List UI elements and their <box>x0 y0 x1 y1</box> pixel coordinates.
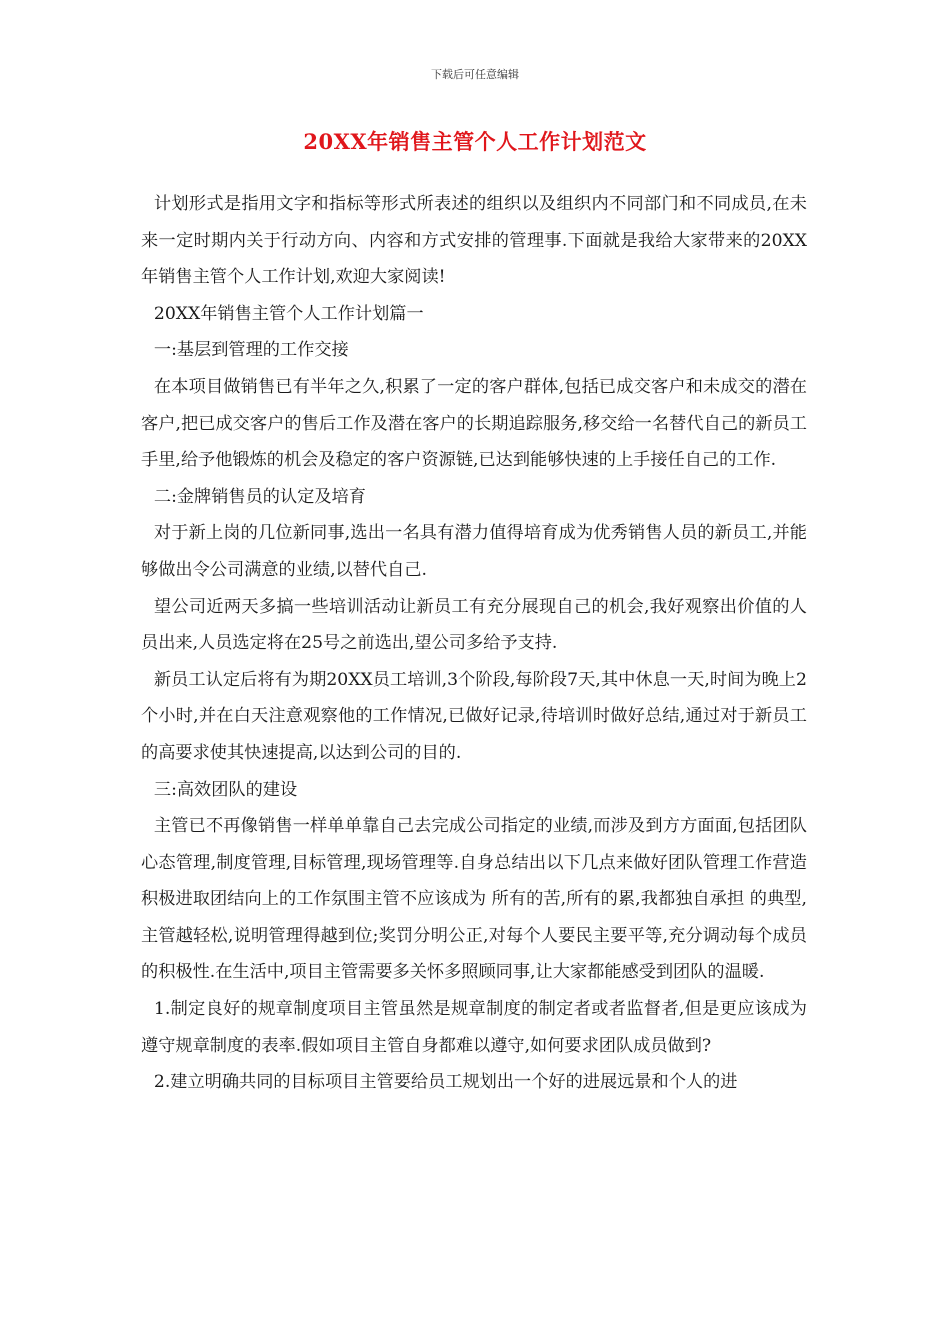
paragraph-team-management: 主管已不再像销售一样单单靠自己去完成公司指定的业绩,而涉及到方方面面,包括团队心态管理,制度管理,目标管理,现场管理等.自身总结出以下几点来做好团队管理工作营造积极进取团结向上的工作氛围主管不应该成为 所有的苦,所有的累,我都独自承担 的典型,主管越轻松,说明管理得越到位;奖罚分明公正,对每个人要民主要平等,充分调动每个成员的积极性.在生活中,项目主管需要多关怀多照顾同事,让大家都能感受到团队的温暖. <box>141 816 807 983</box>
section-heading-part-one: 20XX年销售主管个人工作计划篇一 <box>153 303 424 324</box>
subheading-team-building: 三:高效团队的建设 <box>153 779 298 800</box>
paragraph-training-schedule: 新员工认定后将有为期20XX员工培训,3个阶段,每阶段7天,其中休息一天,时间为晚上2个小时,并在白天注意观察他的工作情况,已做好记录,待培训时做好总结,通过对于新员工的高要求使其快速提高,以达到公司的目的. <box>141 669 807 763</box>
document-title: 20XX年销售主管个人工作计划范文 <box>303 129 647 154</box>
paragraph-handover: 在本项目做销售已有半年之久,积累了一定的客户群体,包括已成交客户和未成交的潜在客户,把已成交客户的售后工作及潜在客户的长期追踪服务,移交给一名替代自己的新员工手里,给予他锻炼的机会及稳定的客户资源链,已达到能够快速的上手接任自己的工作. <box>141 376 807 471</box>
paragraph-training-request: 望公司近两天多搞一些培训活动让新员工有充分展现自己的机会,我好观察出价值的人员出来,人员选定将在25号之前选出,望公司多给予支持. <box>141 596 807 654</box>
header-note: 下载后可任意编辑 <box>431 68 519 81</box>
paragraph-intro: 计划形式是指用文字和指标等形式所表述的组织以及组织内不同部门和不同成员,在未来一定时期内关于行动方向、内容和方式安排的管理事.下面就是我给大家带来的20XX年销售主管个人工作计划,欢迎大家阅读! <box>141 194 807 288</box>
list-item-rules: 1.制定良好的规章制度项目主管虽然是规章制度的制定者或者监督者,但是更应该成为遵守规章制度的表率.假如项目主管自身都难以遵守,如何要求团队成员做到? <box>141 999 807 1056</box>
subheading-gold-salesperson: 二:金牌销售员的认定及培育 <box>153 486 366 507</box>
list-item-goals: 2.建立明确共同的目标项目主管要给员工规划出一个好的进展远景和个人的进 <box>153 1072 738 1093</box>
paragraph-new-staff-selection: 对于新上岗的几位新同事,选出一名具有潜力值得培育成为优秀销售人员的新员工,并能够做出令公司满意的业绩,以替代自己. <box>141 523 807 580</box>
subheading-handover: 一:基层到管理的工作交接 <box>153 340 349 361</box>
document-body <box>141 186 807 1101</box>
